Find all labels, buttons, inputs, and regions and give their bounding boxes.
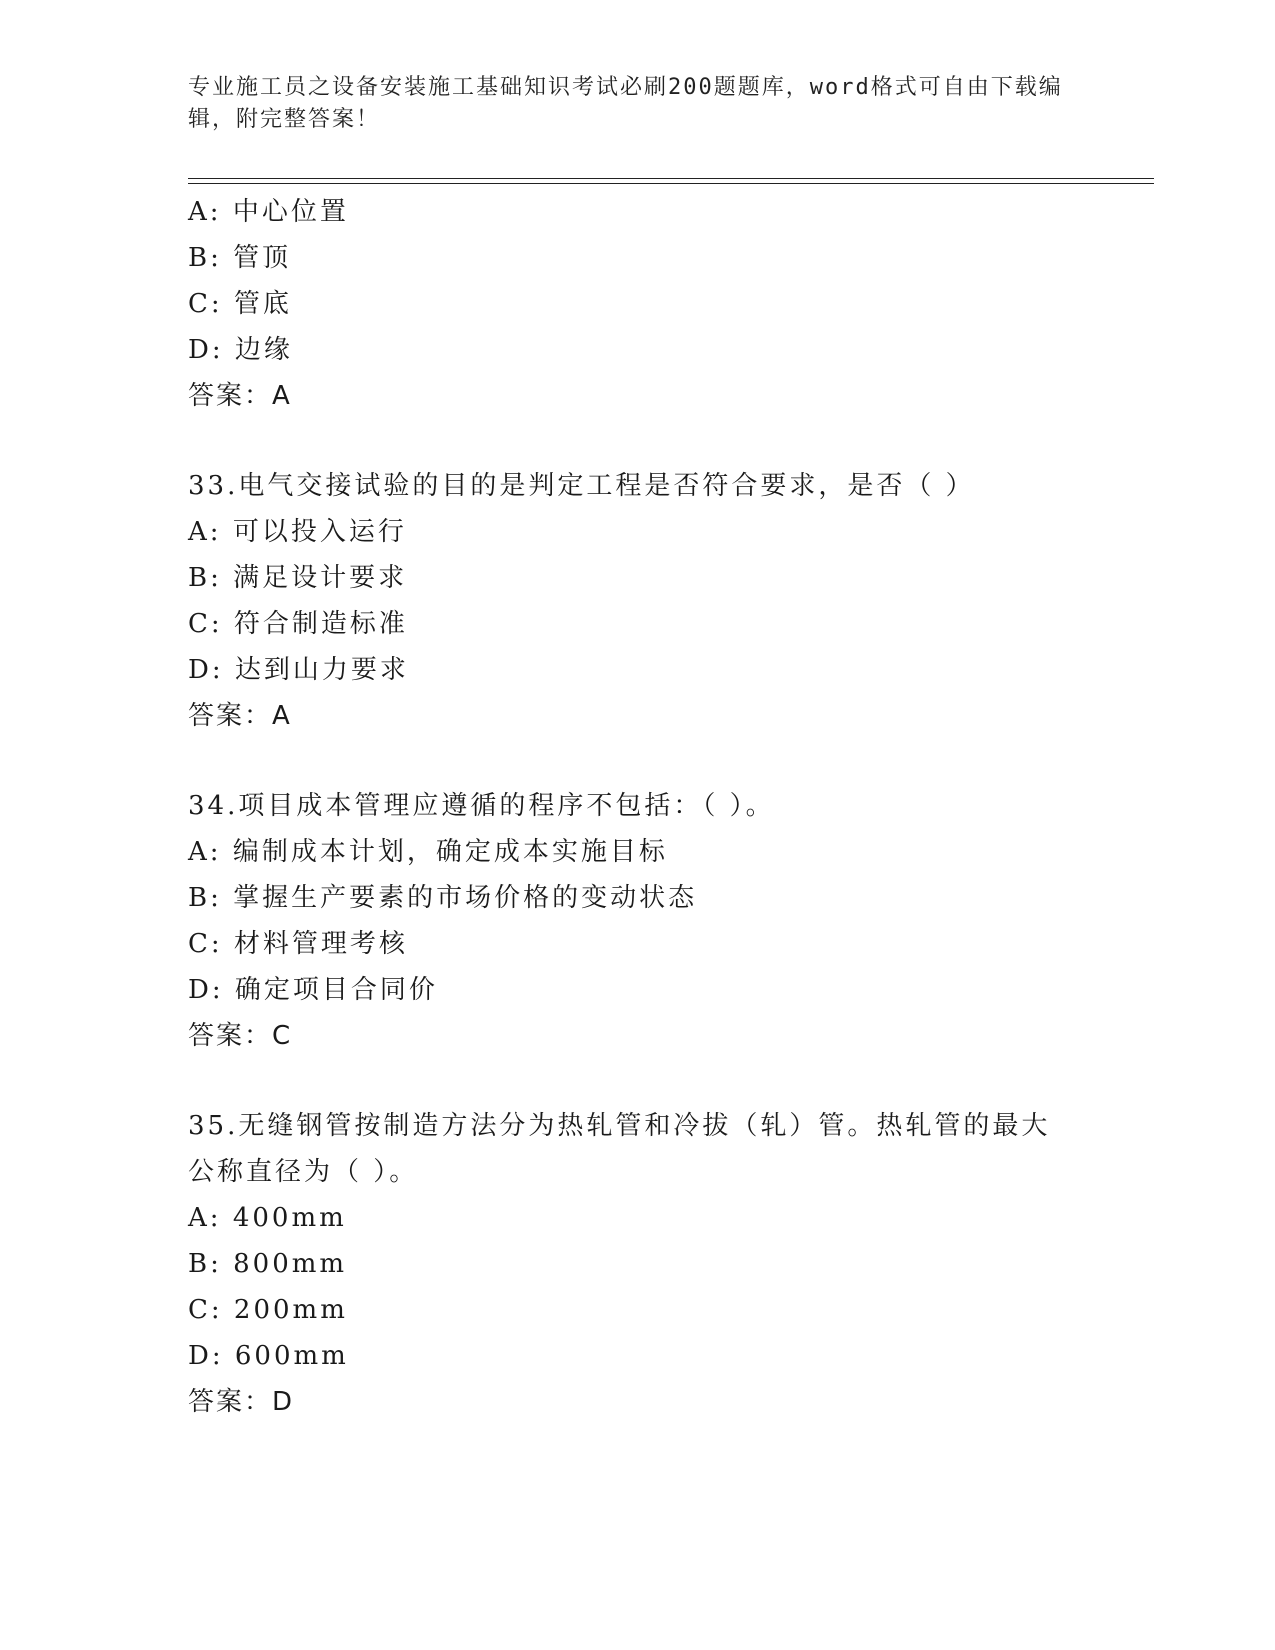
option-a: A: 编制成本计划，确定成本实施目标 xyxy=(188,837,668,867)
option-a: A: 400mm xyxy=(188,1203,347,1233)
answer-line: 答案：D xyxy=(188,1387,295,1417)
question-block-32 xyxy=(188,189,1088,419)
option-b: B: 管顶 xyxy=(188,243,292,273)
document-header: 专业施工员之设备安装施工基础知识考试必刷200题题库，word格式可自由下载编辑，附完整答案！ xyxy=(188,75,1063,132)
option-b: B: 掌握生产要素的市场价格的变动状态 xyxy=(188,883,698,913)
answer-line: 答案：A xyxy=(188,381,292,411)
header-rule-bottom xyxy=(188,183,1154,184)
header-rule-top xyxy=(188,178,1154,179)
option-d: D: 600mm xyxy=(188,1341,349,1371)
option-d: D: 确定项目合同价 xyxy=(188,975,438,1005)
option-a: A: 中心位置 xyxy=(188,197,349,227)
document-body xyxy=(188,189,1088,1425)
option-c: C: 管底 xyxy=(188,289,292,319)
option-c: C: 符合制造标准 xyxy=(188,609,408,639)
option-c: C: 200mm xyxy=(188,1295,348,1325)
option-b: B: 满足设计要求 xyxy=(188,563,408,593)
question-text: 34.项目成本管理应遵循的程序不包括：（ ）。 xyxy=(188,791,775,821)
option-d: D: 达到山力要求 xyxy=(188,655,409,685)
option-a: A: 可以投入运行 xyxy=(188,517,407,547)
option-c: C: 材料管理考核 xyxy=(188,929,408,959)
answer-line: 答案：C xyxy=(188,1021,293,1051)
question-text: 33.电气交接试验的目的是判定工程是否符合要求，是否（ ） xyxy=(188,471,975,501)
option-d: D: 边缘 xyxy=(188,335,293,365)
option-b: B: 800mm xyxy=(188,1249,348,1279)
question-block-33 xyxy=(188,463,1088,739)
question-text: 35.无缝钢管按制造方法分为热轧管和冷拔（轧）管。热轧管的最大公称直径为（ ）。 xyxy=(188,1111,1051,1187)
answer-line: 答案：A xyxy=(188,701,292,731)
question-block-35 xyxy=(188,1103,1088,1425)
question-block-34 xyxy=(188,783,1088,1059)
